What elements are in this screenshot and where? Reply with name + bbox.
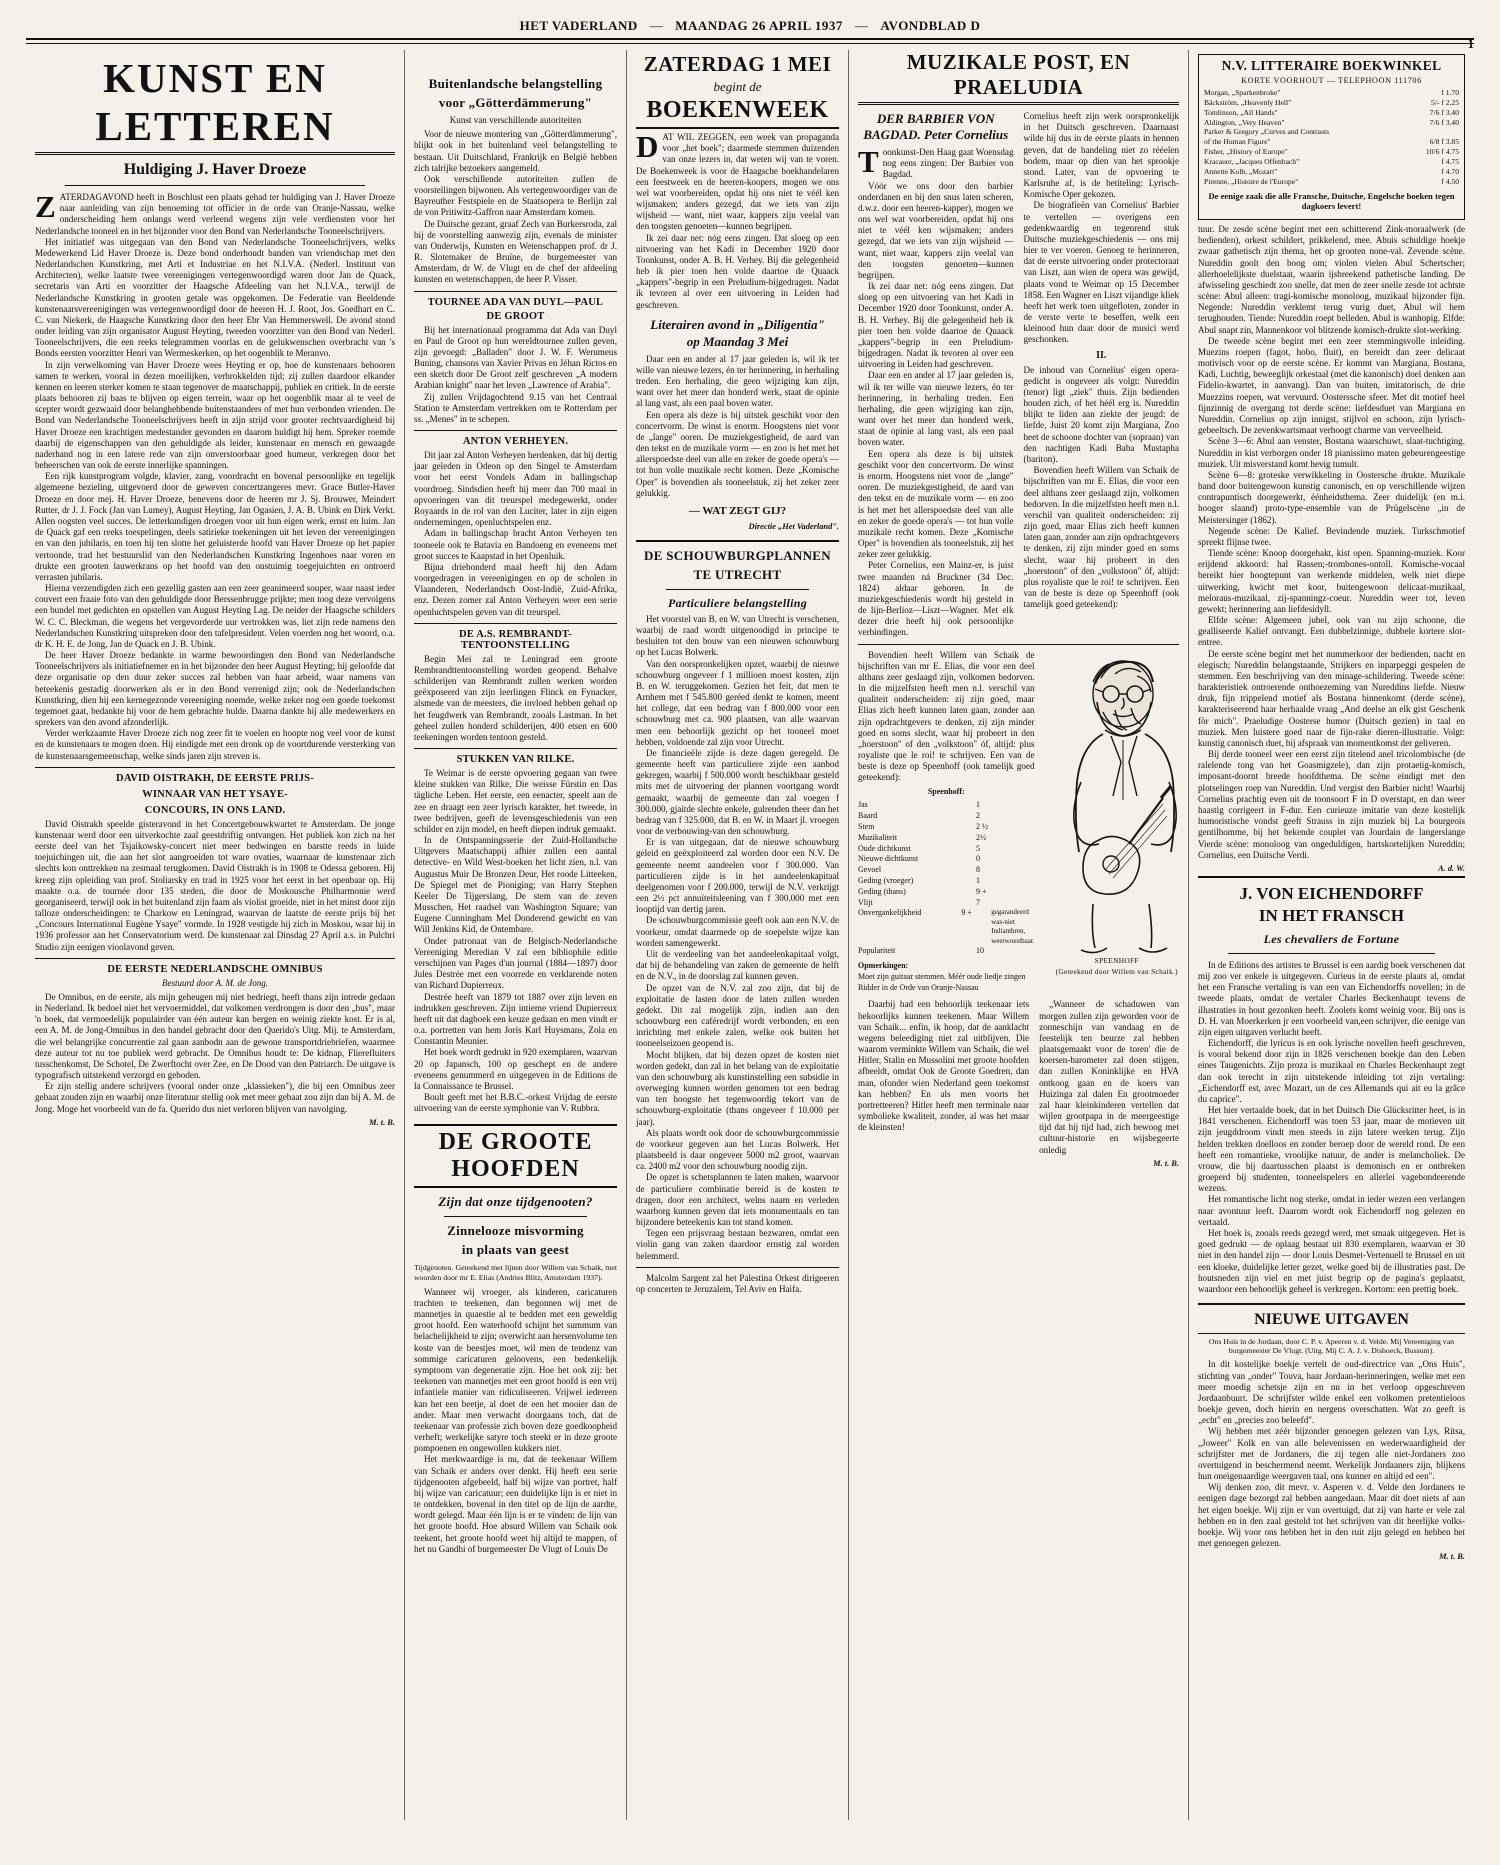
divider bbox=[414, 430, 617, 431]
col5-article-2-headline-2: IN HET FRANSCH bbox=[1258, 905, 1405, 925]
col5-para-1: tuur. De zesde scène begint met een schitterend Zink-moraalwerk (de bedienden), orkest schildert, prikkelend, mee. Abuis schuldige hoekje zwaar gathetisch zijn thema, het op grooten none-val. Zevende scène. Nureddin goolt den boog om; violen vielen Abul Schertscher; allerhoelelijkste duelstaat, waarin ijsbreekend pathetische landing. De afwisseling geschiedt zoo snelle, dat men de zeer snelle zesde tot achtste scène: Abul alleen: tragi-komische monoloog, muzikaal bijzonder fijn. Negende: Nureddin verklemt terug vurig duet, Abul wil hem terughouden. Tiende: Nureddin roept belleden. Abul is wanhopig. Elfde: Abul snapt zin, Mannenkoor vol blitzende komisch-drukte slot-werking. bbox=[1198, 224, 1465, 335]
col5-article-2-para-3: Het hier vertaalde boek, dat in het Duitsch Die Glücksritter heet, is in 1841 verschenen. Eichendorff was toen 53 jaar, maar de motieven uit zijn jeugddroom vindt men steeds in zijn latere werken terug. Zijn helden trekken doelloos en zonder beroep door de wereld rond. De een heeft een romantieke, vroolijke natuur, de ander is melancholiek. De vrouw, die bij daartusschen plaatst is demonisch en er ontbreken groeperd bij studenten, tooneelspelers en allerlei vagebondeerende wezens. bbox=[1198, 1105, 1465, 1194]
divider bbox=[858, 102, 1179, 105]
score-value: 8 bbox=[976, 865, 980, 875]
col5-article-2-para-1: In de Editions des artistes te Brussel is een aardig boek verschenen dat mij zoo ver enkele is uitgegeven. Curieus in de eerste plaats al, omdat het een Fransche vertaling is van een van Eichendorffs novellen; in de tweede plaats, omdat de vertaler Charles Beckenhaupt tevens de illustraties in hout gezonken heeft. Zoolets komt weinig voor. Bij ons is D. H. van Moerkerken jr een voorbeeld van,een schrijver, die eenige van zijn eigen uitgaven verlucht heeft. bbox=[1198, 959, 1465, 1037]
score-value: 0 bbox=[976, 854, 980, 864]
col2-article-2-headline-2: DE GROOT bbox=[486, 310, 545, 322]
book-title: Annette Kolb, „Mozart" bbox=[1204, 166, 1278, 176]
col3-article-2-para-7: De opzet van de N.V. zal zoo zijn, dat bij de exploitatie de lasten door de laten zullen worden gedekt. Dit zal mogelijk zijn, indien aan den schouwburg een caféredrijf wordt verbonden, en een inrichting met enkele zalen, welke ook buiten het tooneelseizoen geopend is. bbox=[636, 982, 839, 1049]
book-list-item[interactable] bbox=[1204, 177, 1459, 187]
score-row bbox=[858, 822, 1035, 833]
col4-para-1: Toonkunst-Den Haag gaat Woensdag nog eens zingen: Der Barbier von Bagdad. bbox=[858, 144, 1014, 180]
col4-article-subhead-2: BAGDAD. Peter Cornelius bbox=[863, 127, 1009, 142]
col2-article-3-para-3: Bijna driehonderd maal heeft hij den Adam voorgedragen in vereenigingen en op de scholen in Vlaanderen, Nederlandsch Oost-Indië, Zuid-Afrika, enz. Dezen zomer zal Anton Verheyen weer een serie openluchtspelen geven van dit treurspel. bbox=[414, 561, 617, 617]
score-row bbox=[858, 854, 1035, 865]
article-1-para-6: De heer Haver Droeze bedankte in warme bewoordingen den Bond van Nederlandsche Tooneelschrijvers als initiatiefnemer en in het bijzonder den heer August Heyting; hij geloofde dat deze organisatie op den duur zeker succes zal hebben van haar arbeid, waar namens van beteekenis gestadig doorwerken als er in den Bond verrenigd zijn; ook de Nederlandschen Kunstkring, dien hij een kernegezonde vereeniging noemde, welke zeker nog een goede toekomst tegemoet gaat, bedankte hij voor de hem gebrachte hulde. Daarna dankte hij alle medewerkers en sprekers van den avond afzonderlijk. bbox=[35, 650, 395, 728]
divider bbox=[636, 540, 839, 542]
article-3-headline: DE EERSTE NEDERLANDSCHE OMNIBUS bbox=[107, 963, 323, 975]
score-row bbox=[858, 811, 1035, 822]
score-row bbox=[858, 946, 1035, 957]
col4-para-6: Peter Cornelius, een Mainz-er, is juist twee maanden ná Bruckner (34 Dec. 1824) aldaar geboren. In de muziekgeschiedenis wordt hij gesteld in de lijn-Berlioz—Liszt—Wagner. Met elk dezer drie heeft hij ook persoonlijke verbindingen. bbox=[858, 560, 1014, 638]
score-label: Jas bbox=[858, 800, 868, 810]
book-list-item[interactable] bbox=[1204, 108, 1459, 118]
col5-para-7: Elfde scène: Algemeen jubel, ook van nu zijn schoone, die gealliseerde Kalief ontvangt. Een dubbelzinnige, dubbele kortere slot-entree. bbox=[1198, 615, 1465, 648]
score-row bbox=[858, 865, 1035, 876]
column-grid bbox=[26, 50, 1474, 1820]
col3-article-2-para-4: Er is van uitgegaan, dat de nieuwe schouwburg geleid en geëxploiteerd zal worden door een N.V. De gemeente neemt aandeelen voor f 300.000. Van particulieren zijde is in het aandeelenkapitaal deelgenomen voor f 200.000, terwijl de N.V. verkrijgt een 2½ pct annuïteitsleening van f 300.000 met een looptijd van dertig jaren. bbox=[636, 837, 839, 915]
divider bbox=[636, 127, 839, 129]
bookshop-advert[interactable] bbox=[1198, 54, 1465, 220]
col2-article-5-para-5: Het boek wordt gedrukt in 920 exemplaren, waarvan 20 op Japansch, 100 op geschept en de andere eveneens genummerd en uitgegeven in de Editions de la Connaissance te Brussel. bbox=[414, 1047, 617, 1091]
col3-article-2-para-3: De financieële zijde is deze dagen geregeld. De gemeente heeft van particuliere zijde een aanbod gekregen, waarbij f 500.000 wordt beschikbaar gesteld mits met de uitvoering der plannen voortgang wordt gemaakt, waarbij de gemeente dan zal voegen f 300.000, gjaitde slechte enkele, gulrenden theer dan het bedrag van f 325.000, dat B. en W. in Maart jl. vroegen voor de verbouwing-van den schouwburg. bbox=[636, 747, 839, 837]
col4-para-8: De biografieën van Cornelius' Barbier te vertellen — overigens een gedenkwaardig en tegenrend stuk Duitsche muziekgeschiedenis — ons mij hier te ver voeren. Genoeg te herinneren, dat de eerste uitvoering onder protectoraat van Liszt, aan wien de opera was gewijd, plaats vond te Weimar op 15 December 1858. Een Wagner en Liszt vijandige kliek heeft het werk toen uitgefloten, zonder in de verste verte te beseffen, welk een kleinood hun daar door de musici werd geschonken. bbox=[1023, 200, 1179, 345]
col3-article-2-para-1: Het voorstel van B. en W. van Utrecht is verschenen, waarbij de raad wordt uitgenoodigd in principe te besluiten tot den bouw van een nieuwen schouwburg op het Lucas Bolwerk. bbox=[636, 613, 839, 658]
divider bbox=[65, 185, 365, 186]
col2-feature-subhead: Zijn dat onze tijdgenooten? bbox=[438, 1194, 593, 1210]
col3-article-2-para-6: Uit de verdeeling van het aandeelenkapitaal volgt, dat bij de behandeling van zaken de gemeente de helft en de N.V., in de doorslag zal kunnen geven. bbox=[636, 948, 839, 982]
column-4 bbox=[848, 50, 1188, 1820]
col5-para-2: De tweede scène begint met een zeer stemmingsvolle inleiding. Muezins roepen (fagot, hobo, fluit), en bereidt dan zeer delicaat motivisch voor op de eerste scène. Er kommt van Margiana, Bostana, Kadi, Luchtig, beweeglijk orkestaal (met die kanonisch) doel denken aan Fidelio-kwartet, in aanvang). Dan van buiten, imitatorisch, de drie Muezzins roepen, wat vervuurd. Oosterssche sfeer. Met dit motief heel fijnzinnig de overgang tot derde scène: liefdesduet van Margiana en Nureddin. Cornelius op zijn innigst, stijlvol en schoon, zijn lyrisch-gebeeltsch. De zevenkwartsmaat verhoogt charme van verveelheid. bbox=[1198, 335, 1465, 436]
book-price: f 4.70 bbox=[1441, 166, 1459, 176]
article-1-para-1: ZATERDAGAVOND heeft in Boschlust een plaats gehad ter huldiging van J. Haver Droeze naar aanleiding van zijn benoeming tot officier in de orde van Oranje-Nassau, welke onderscheiding hem onlangs werd verleend wegens zijn vele verdiensten voor het Nederlandsche tooneel en in het bijzonder voor den Bond van Nederlandsche Tooneelschrijvers. bbox=[35, 189, 395, 236]
article-3-signature: M. t. B. bbox=[369, 1117, 395, 1127]
score-value: 2½ bbox=[976, 832, 986, 842]
col2-feature-deck-line-1: Zinnelooze misvorming bbox=[447, 1223, 584, 1239]
score-row bbox=[858, 908, 1035, 946]
col3-para-2: Ik zei daar net: nóg eens zingen. Dat sloeg op een uitvoering van het Kadi in December 1920 door Toonkunst, onder A. B. H. Verhey. Bij die gelegenheid heb ik pier toen hen volde daartoe de Quaack „kappers"-begrip in een Preludium-bijgedragen. Nadat ik tevoren al over een uitvoering in Leiden had geschreven. bbox=[636, 232, 839, 310]
book-title: Parker & Gregory „Curves and Contrasts bbox=[1204, 127, 1330, 137]
book-list-item[interactable] bbox=[1204, 88, 1459, 98]
score-label: Gevoel bbox=[858, 865, 882, 875]
col2-article-1-headline-1: Buitenlandsche belangstelling bbox=[428, 76, 603, 91]
col3-article-2-para-2: Van den oorspronkelijken opzet, waarbij de nieuwe schouwburg ongeveer f 1 millioen moest kosten, zijn B. en W. teruggekomen. Gezien het feit, dat men te Arnhem met f 545.800 geréed denkt te komen, meent het college, dat een bedrag van f 800.000 voor een schouwburg met ca. 900 plaatsen, van alle waarvan men een behoorlijk gezicht op het tooneel moet hebben, voldoende zal zijn voor Utrecht. bbox=[636, 658, 839, 747]
col2-article-4-headline: DE A.S. REMBRANDT-TENTOONSTELLING bbox=[459, 628, 572, 651]
col3-pullquote: — WAT ZEGT GIJ? bbox=[688, 504, 787, 517]
score-value: 1 bbox=[976, 800, 980, 810]
col3-pullquote-attribution: Directie „Het Vaderland". bbox=[748, 521, 839, 531]
col2-feature-deck-line-2: in plaats van geest bbox=[461, 1242, 570, 1258]
col4-para-7: Cornelius heeft zijn werk oorspronkelijk in het Duitsch geschreven. Daarnaast wilde hij dus in de eerste plaats in hennen geven, dat de handeling niet zo rééelen bodem, maar op dien van het sprookje stond. Later, van de opvoering te Karlsruhe af, is de betiteling: Lyrisch-Komische Oper gekozen. bbox=[1023, 111, 1179, 200]
score-notes-heading: Opmerkingen: bbox=[858, 960, 909, 970]
col4-closing-para-2: „Wanneer de schaduwen van morgen zullen zijn geworden voor de zonneschijn van vandaag en de feestelijk ten beurze zal hebben plaatsgemaakt voor de toren' die de koersen-barometer zal doen stijgen, dan zullen Koninklijke en HVA ontkoog gaan en de koers van Huizinga zal dalen En grootmoeder zal haar kleinkinderen vertellen dat wijlen grootpapa in de meergeestige tijd dat hij tijd had, zich bewoog met cultuur-historie en wijsbegeerte onledig bbox=[1039, 999, 1179, 1155]
col5-article-3-para-1: In dit kostelijke boekje vertelt de oud-directrice van „Ons Huis", stichting van „onder" Touva, haar Jordaan-herinneringen, welke met een meer moedig schetsje zijn en nu in het verloop opgeschreven Jordaanbuurt. De schrijfster wilde enkel een volkomen pretentieloos boekje geven, doch hierin en nergens overschatten. Wat zo geeft is „echt" en „precies zoo beleefd". bbox=[1198, 1359, 1465, 1426]
col3-article-3-para: Malcolm Sargent zal het Palestina Orkest dirigeeren op concerten te Jeruzalem, Tel Aviv en Haifa. bbox=[636, 1272, 839, 1294]
book-list-item[interactable] bbox=[1204, 118, 1459, 128]
book-price: f 1.70 bbox=[1441, 88, 1459, 97]
col4-para-10: Bovendien heeft Willem van Schaik de bijschriften van mr E. Elias, die voor een deel althans zeer geslaagd zijn, volkomen bedorven. In die mijzelfsten heeft men n.l. verschil van qualiteit onderscheiden: zij zijn goed, maar Elias zich heeft kunnen laten gaan, zonder aan zijn opdrachtgevers te denken, zij zijn minder goed en soms slecht, waar hij probeert in den „hoerstoon" of den „volkstoon" óf, altijd: plus royaliste que le roi! te schrijven. Een van de beste is deze op Speenhoff (ook tamelijk goed geteekend): bbox=[1023, 465, 1179, 610]
col2-feature-para-1: Wanneer wij vroeger, als kinderen, caricaturen trachten te teekenen, dan begonnen wij met de mannetjes in quaestie al te bedden met een geweldig groot hoofd. Een waterhoofd schijnt het summum van belachelijkheid te zijn; overwicht aan hersenvolume ten koste van de beestjes moet, wil men de tendenz van sommige caricaturen geloovens, een bedenkelijk symptoom van degeneratie zijn. Hoe het ook zij: het teekenen van mannetjes met een groot hoofd is een vrij infantiele manier van ridiculiseeren. Vrijwel iedereen kan het een beetje, al doet de een het mooier dan de ander. Maar men verwacht doorgaans toch, dat de teekenaar van professie zich boven deze goedkoopheid verheft; werkelijke satyre toch steekt er in deze groote pompoenen en ongewollen kukkers niet. bbox=[414, 1286, 618, 1454]
book-price: 7/6 f 3.40 bbox=[1429, 107, 1459, 117]
score-value: 1 bbox=[976, 876, 980, 885]
masthead-dash-1: — bbox=[649, 18, 664, 33]
col4-para-4: Daar een en ander al 17 jaar geleden is, wil ik ter wille van nieuwe lezers, én ter herinnering, in herhaling treden. Een herhaling, die geen wijziging kan zijn, want over het meer dan honderd werk, staat de opinie al lang vast, als een paal boven water. bbox=[858, 370, 1014, 448]
score-value: 9 + bbox=[961, 908, 972, 918]
col3-article-2-headline-2: TE UTRECHT bbox=[693, 566, 782, 582]
col2-article-2-para-1: Bij het internationaal programma dat Ada van Duyl en Paul de Groot op hun wereldtournee zullen geven, zijn gevoegd: „Balladen" door J. W. F. Werumeus Buning, chansons van Xavier Privas en Jéhan Rictos en een sketch door De Groot zelf geschreven „A modern Arabian knight" naar het leven „Lawrence of Arabia". bbox=[414, 324, 617, 391]
score-row bbox=[858, 898, 1035, 909]
col2-article-1-para-3: De Duitsche gezant, graaf Zech van Burkersroda, zal bij de voorstelling aanwezig zijn, evenals de minister van Onderwijs, Kunsten en Wetenschappen prof. dr J. R. Slotemaker de Bruïne, de burgemeester van Amsterdam, dr W. de Vlugt en de chef der afdeeling kunsten en wetenschappen, de heer P. Visser. bbox=[414, 218, 617, 285]
col3-article-2-para-10: De opzet is schetsplannen te laten maken, waarvoor de particuliere combinatie bereid is de kosten te dragen, door een architect, welns naam en verleden waarborg kunnen geven dat iets monumentaals en tan bijzondere beteekenis kan tot stand komen. bbox=[636, 1172, 839, 1228]
score-table-title: Speenhoff: bbox=[927, 786, 965, 796]
article-3-subhead: Bestuurd door A. M. de Jong. bbox=[162, 977, 268, 988]
col2-feature-headline: DE GROOTE HOOFDEN bbox=[438, 1129, 593, 1183]
col4-section-headline: MUZIKALE POST, EN PRAELUDIA bbox=[906, 50, 1131, 99]
col3-boekenweek-headline-3: BOEKENWEEK bbox=[646, 97, 829, 123]
score-row bbox=[858, 887, 1035, 898]
col4-article-subhead-1: DER BARBIER VON bbox=[876, 111, 995, 126]
col2-article-4-para-1: Begin Mei zal te Leningrad een groote Rembrandttentoonstelling worden geopend. Behalve schilderijen van Rembrandt zullen werken worden geëxposeerd van zijn leerlingen Flinck en Fynacker, alsmede van de meesters, die invloed hebben gehad op het feugdwerk van Rembrandt, zooals Lastman. In het geheel zullen honderd schilderijen, 400 etsen en 600 teekeningen worden tentoon gesteld. bbox=[414, 653, 617, 742]
col5-article-3-para-2: Wij hebben met zéér bijzonder genoegen gelezen van Lys, Ritsa, „Joweer" Kolk en van alle belevenissen en wederwaardigheid der schrijfster met de Jordaners, die zij tegen alle niet-Jordaners zoo overtuigend in beschermend neemt. Werkelijk Jordaaners zijn, blijkens hun oneigenaardige weergaven taal, ons kunner en altijd ed een". bbox=[1198, 1426, 1465, 1482]
bookshop-tagline: De eenige zaak die alle Fransche, Duitsche, Engelsche boeken tegen dagkoers levert! bbox=[1208, 190, 1455, 212]
score-note: gegarandeerd was-niet Indianthren, weerwoestbaar. bbox=[991, 908, 1035, 945]
divider bbox=[35, 767, 395, 768]
speenhoff-score-table bbox=[858, 787, 1035, 994]
divider bbox=[414, 291, 617, 292]
score-notes: Moet zijn guitaar stemmen. Méér oude liedje zingen Ridder in de Orde van Oranje-Nassau bbox=[858, 971, 1026, 992]
article-1-para-3: In zijn verwelkoming van Haver Droeze wees Heyting er op, hoe de kunstenaars behooren samen te werken, vooral in dezen moeilijken, verbrokkelden tijd; zij zullen daardoor elkander kennen en leeren sterker komen te staan tegenover de maatschappij, publiek en critiek. In de eerste plaats behooren zij baas te blijven op eigen terrein, waar op het oogenblik maar al te veel de scepter wordt gezwaaid door belanghebbende buitenstaanders of met hun verbonden vrienden. De Bond van Nederlandsche Tooneelschrijvers heeft in zijn strijd voor grooter rechtvaardigheid bij Haver Droeze een krachtigen medestander gevonden en daarom huldigt hij hem. Spreker roemde daarbij de eigenschappen van den gehuldigde als leider, kunstenaar en mensch en gewaagde naderhand nog in een latere rede van zijn onverstoorbaar goed humeur, verkregen door het beheerschen van ook de eerste innerlijke spanningen. bbox=[35, 359, 395, 471]
divider bbox=[414, 1186, 617, 1188]
score-value: 2 ½ bbox=[976, 822, 988, 832]
score-label: Oude dichtkunst bbox=[858, 843, 911, 853]
divider bbox=[1198, 1333, 1465, 1334]
divider bbox=[858, 644, 1179, 645]
book-title: Aldington, „Very Heaven" bbox=[1204, 117, 1285, 127]
score-row bbox=[858, 800, 1035, 811]
score-label: Muzikaliteit bbox=[858, 832, 898, 842]
score-row bbox=[858, 876, 1035, 887]
col3-boekenweek-headline-1: ZATERDAG 1 MEI bbox=[643, 52, 832, 76]
article-1-para-4: Een rijk kunstprogram volgde, klavier, zang, voordracht en bovenal persoonlijke en tegelijk algemeene bezieling, uitgevoerd door de geweven concertzangeres mevr. Grace Butler-Haver Droeze en door mej. H. Haver Droeze, benevens door de heeren mr J. Sj. Brouwer, Meindert Rutter, dr J. J. Fock (Jan van Lumey), August Heyting, Jan Ogasien, J. A. B. Ubink en Dirk Verkt. Allen oogsten veel succes. De letterkundigen droegen voor uit hun eigen werk, ernst en luim. Jan de Quack gaf een reeks toespelingen, deels satirieke toekeningen uit het leven der vereenigingen en van den jubilaris, en toen hij ten slotte het geluisterde hoofd van Haver Droeze op het papier vertoonde, trad het bestuurslid van den Nederlandschen Kunstkring Ingenhoes naar voren en drukte een grooten lauwerkrans op het hoofd van den onstuimig toegejuichten en ontroerd verrasten jubilaris. bbox=[35, 471, 395, 582]
book-price: f 4.50 bbox=[1441, 176, 1459, 186]
col2-article-2-para-2: Zij zullen Vrijdagochtend 9.15 van het Centraal Station te Amsterdam vertrekken om te Rotterdam per ss. „Menes" in te schepen. bbox=[414, 391, 617, 424]
book-price: f 4.75 bbox=[1441, 157, 1459, 167]
book-price: 5/- f 2.25 bbox=[1430, 97, 1459, 107]
score-value: 9 + bbox=[976, 886, 987, 896]
col4-para-9: De inhoud van Cornelius' eigen opera-gedicht is ongeveer als volgt: Nureddin (tenor) ligt „ziek" thuis. Zijn bedienden houden zich, of het héél erg is. Nureddin blijkt te liden aan ziekte der jeugd: de liefde, Juist 20 komt zijn Margiana, Zoo heet de schoone dochter van (sopraan) van den nachtigen Kadi Baba Mustapha (bariton). bbox=[1023, 364, 1179, 464]
book-list-item[interactable] bbox=[1204, 98, 1459, 108]
article-2-headline-line-1: DAVID OISTRAKH, DE EERSTE PRIJS- bbox=[116, 772, 314, 784]
divider bbox=[1198, 1303, 1465, 1305]
score-value: 5 bbox=[976, 843, 980, 853]
col2-article-1-kicker: Kunst van verschillende autoriteiten bbox=[449, 115, 582, 125]
col3-article-2-headline-1: DE SCHOUWBURGPLANNEN bbox=[644, 547, 831, 563]
col4-para-5: Een opera als deze is bij uitstek geschikt voor den concertvorm. De winst is enorm. Hoogstens niet voor de „lange" ooren. De muziekgestigheid, de aard van den tekst en de muzikale vorm — en zoo is het met het allerspoedste deel van alle en zeker de goede opera's — tot hun volle muzikale recht komen. Deze „Komische Oper" is bovendien als tooneelstuk, zij het zeker zeer gelukkig. bbox=[858, 448, 1014, 560]
col2-article-1-headline-2: voor „Götterdämmerung" bbox=[438, 95, 593, 110]
score-label: Geding (vroeger) bbox=[858, 876, 914, 885]
score-label: Populariteit bbox=[858, 946, 896, 956]
book-title: Tomlinson, „All Hands" bbox=[1204, 107, 1278, 117]
article-1-para-2: Het initiatief was uitgegaan van den Bond van Nederlandsche Tooneelschrijvers, welks Medewerkend Lid Haver Droeze is. Deze bond onderhoudt banden van vriendschap met den Nederlandschen Kunstkring, met Arti et Industriae en het N.I.V.A. (Nederl. Instituut van Architecten), welke laatste twee vereenigingen vertegenwoordigd waren door Jan de Quack, secretaris van Arti en voorzitter der Haagsche Afdeeling van het N.I.V.A., terwijl de Nederlandsche Kunstkring in grooten getale was opgekomen. De Federatie van Beeldende kunstenaarsvereenigingen was vertegenwoordigd door de heeren H. J. Root, Jos. Goedhart en C. C. van Niekerk, de Haagsche Kunstkring door den heer Ebr Van Hemmerswell. De avond stond onder leiding van zijn organisator August Heyting, tweeden voorzitter van den Bond van Nederl. Tooneelschrijvers, die een reeks telegrammen voorlas en de gelukwenschen overbracht van 's Bonds eersten voorzitter Henri van Wermeskerken, op het oogenblik te Meranvo. bbox=[35, 236, 395, 359]
article-2-body: David Oistrakh speelde gisteravond in het Concertgebouwkwartet te Amsterdam. De jonge kunstenaar werd door een uitverkochte zaal geestdriftig ontvangen. Het publiek kon zich na het eerste deel van het Tsjaikowsky-concert niet meer bedwingen en barstte reeds in luide toejuichingen uit, die aan het slot aangroeiden tot ware ovaties, waarnaar de kunstenaar zich slechts kon onttrekken na zesmaal terugkomen. David Oistrakh is in 1908 te Odessa geboren. Hij kreeg zijn opleiding van prof. Stoliarsky en trad in 1925 voor het eerst in het openbaar op. Hij maakte o.a. de tournée door 135 steden, die door de Moskousche Philharmonie werd georganiseerd, terwijl ook in het buitenland zijn faam als violist groeide, niet in het minst door zijn talloze onderscheidingen: te Charkow en Leningrad, waarvan de laatste de eerste prijs bij het „Concours International Eugène Ysaye" vormde. In 1928 vestigde hij zich in Moskou, waar hij in 1936 professor aan het Conservatorium werd. De kunstenaar zal Dinsdag 27 April a.s. in Pulchri Studio zijn eenigen vioolavond geven. bbox=[35, 818, 395, 952]
col3-boekenweek-headline-2: begint de bbox=[713, 79, 762, 94]
col4-review-para: Bovendien heeft Willem van Schaik de bijschriften van mr E. Elias, die voor een deel althans zeer geslaagd zijn, volkomen bedorven. In die mijzelfsten heeft men n.l. verschil van qualiteit onderscheiden: zij zijn goed, maar Elias zich heeft kunnen laten gaan, zonder aan zijn opdrachtgevers te denken, zij zijn minder goed en soms slecht, waar hij probeert in den „hoerstoon" of den „volkstoon" óf, altijd: plus royaliste que le roi! te schrijven. Een van de beste is deze op Speenhoff (ook tamelijk goed geteekend): bbox=[858, 649, 1035, 783]
speenhoff-caricature-svg bbox=[1045, 654, 1195, 954]
score-value: 2 bbox=[976, 811, 980, 821]
divider bbox=[1228, 953, 1435, 954]
book-price: 7/6 f 3.40 bbox=[1429, 117, 1459, 127]
col2-article-1-para-1: Voor de nieuwe montering van „Götterdämmerung", blijkt ook in het buitenland veel belangstelling te bestaan. Uit Duitschland, Frankrijk en België hebben zich talrijke bezoekers aangemeld. bbox=[414, 129, 617, 173]
col2-article-5-para-1: Te Weimar is de eerste opvoering gegaan van twee kleine stukken van Rilke, Die weisse Fürstin en Das tägliche Leben. Het eerste, een eenacter, speelt aan de zee en draagt een zeer lyrisch karakter, het tweede, in twee bedrijven, geeft de levensgeschiedenis van een schilder en zijn model, en heeft diepen indruk gemaakt. bbox=[414, 768, 617, 834]
caricature-caption: SPEENHOFF bbox=[1094, 955, 1139, 965]
col3-para-3: Daar een en ander al 17 jaar geleden is, wil ik ter wille van nieuwe lezers, én ter herinnering, in herhaling treden. Een herhaling, die geen wijziging kan zijn, want over het meer dan honderd werk, staat de opinie al lang vast, als een paal boven water. bbox=[636, 353, 840, 409]
col2-article-2-headline-1: TOURNEE ADA VAN DUYL—PAUL bbox=[427, 296, 604, 308]
col5-para-8: De eerste scène begint met het nummerkoor der bedienden, nacht en elegisch; Nureddin belangstaande, Strijkers en inparpeggi gespelen de stemmen. Een beschrijving van den minage-schildering. Tweede scène: harakteristiek ontroerende onthoezeming van Nureddins liefde. Nieuw druk, fijn trippelend motief als Bostana binnenkomt (derde scène), karakteriseerend haar herhaalde vraag „And deelse an elk gist Geschenk för mich". Praeludige Oosterse humor (Duitsch gezien) in taal en muziek. Men luistere goed naar de fijn-rake dieren-illustratie. Volgt: kunstig canonisch duet, bij afspraak van momentkomst der geliveren. bbox=[1198, 648, 1465, 748]
masthead bbox=[26, 18, 1474, 38]
column-5 bbox=[1188, 50, 1474, 1820]
col3-article-2-para-9: Als plaats wordt ook door de schouwburgcommissie de voorkeur gegeven aan het Lucas Bolwerk. Het plaatsbeeld is daar ongeveer 5000 m2 groot, waarvan ca. 2400 m2 voor den schouwburg noodig zijn. bbox=[636, 1127, 839, 1172]
col2-article-5-para-2: In de Ontspanningsserie der Zuid-Hollandsche Uitgevers Maatschappij afhier zullen een aantal detective- en Wild West-boeken het licht zien, n.l. van Augustus Muir De Bronzen Deur, Het roode Litteeken, De Spiegel met de Pioniging; van Harry Stephen Keeler De Tijgerslang, De stem van de zeven Musschen, Het raadsel van Washington Square; van Eugene Cunningham Mel Donderend gewicht en van Will Jenkins Kid, de Ontembare. bbox=[414, 835, 617, 935]
divider bbox=[414, 1124, 617, 1126]
col3-para-4: Een opera als deze is bij uitstek geschikt voor den concertvorm. De winst is enorm. Hoogstens niet voor de „lange" ooren. De muziekgestigheid, de aard van den tekst en de muzikale vorm — en zoo is het met het allerspoedste deel van alle en zeker de goede opera's — tot hun volle muzikale recht komen. Deze „Komische Oper" is bovendien als tooneelstuk, zij het zeker zeer gelukkig. bbox=[636, 409, 839, 498]
col3-article-2-subhead: Particuliere belangstelling bbox=[667, 595, 808, 610]
col3-event-title-1: Literairen avond in „Diligentia" bbox=[650, 316, 825, 332]
book-title: Bäckström, „Heavenly Hell" bbox=[1204, 97, 1292, 107]
book-list-item[interactable] bbox=[1204, 157, 1459, 167]
col2-article-3-para-1: Dit jaar zal Anton Verheyen herdenken, dat hij dertig jaar geleden in Odeon op den Singel te Amsterdam voor het eerst Vondels Adam in ballingschap voordroeg. Sindsdien heeft hij meer dan 700 maal in opvoeringen van dit treurspel medegewerkt, onder Royaards in de rol van den Luciter, later in zijn eigen ondernemingen, openluchtspelen enz. bbox=[414, 450, 617, 528]
masthead-dash-2: — bbox=[854, 18, 869, 33]
col5-article-3-signature: M. t. B. bbox=[1439, 1552, 1465, 1562]
divider bbox=[414, 623, 617, 624]
article-3-para-1: De Omnibus, en de eerste, als mijn geheugen mij niet bedriegt, heeft thans zijn intrede gedaan in Nederland. Ik bedoel niet het vervoermiddel, dat volkomen verdrongen is door den „bus", maar 'n boek, dat vermoedelijk populairder van één auteur kan bergen en weinig ziekte kost. Er is al, een A. M. de Jong-Omnibus in den handel gebracht door den Querido's Uitg. Mij. te Amsterdam, die wel belangrijke concurrentie zal gaan aanbodn aan de gewone transportdriebriefen, waarmee deze auteur tot nu toe publiek werd gebracht. De Omnibus houdt te: De kidnap, Flierefluiters tusschenkomst, De Schotel, De Zwerftocht over Zee, en De Dood van den Patriarch. De uitgave is typografisch uitstekend verzorgd en geboden. bbox=[35, 991, 395, 1081]
score-label: Vlijt bbox=[858, 897, 873, 907]
score-label: Onvergankelijkheid bbox=[858, 908, 922, 918]
col2-feature-para-2: Het merkwaardige is nu, dat de teekenaar Willem van Schaik er anders over denkt. Hij heeft een serie tijdgenooten afgebeeld, half bij wijze van portret, half bij wijze van caricatuur; een duidelijke lijn is er niet in te ontdekken, bovenal in den titel op de lijn de aardte, wordt gelegd. Maar één lijn is er te vinden: de lijn van het groote hoofd. Hoe absurd Willem van Schaik ook teekent, het groote hoofd weet hij altijd te mappen, of het nu Gandhi of burgemeester De Vlugt of Louis De bbox=[414, 1454, 617, 1554]
col2-article-3-headline: ANTON VERHEYEN. bbox=[462, 436, 569, 448]
col2-article-5-para-4: Destrée heeft van 1879 tot 1887 over zijn leven en indrukken geschreven. Zijn intieme vriend Dupierreux heeft uit dat dagboek een keuze gedaan en men vindt er o.a. portretten van hem Joris Karl Huysmans, Zola en Constantin Meunier. bbox=[414, 991, 617, 1047]
article-3-para-2: Er zijn stellig andere schrijvers (vooral onder onze „klassieken"), die bij een Omnibus zeer gebaat zouden zijn en waarbij onze literatuur stellig ook met meer gebaat zou zijn dan bij A. M. de Jong. Moge het voorbeeld van de fa. Querido dus niet verloren blijven van navolging. bbox=[35, 1081, 395, 1114]
book-list-item[interactable] bbox=[1204, 137, 1459, 147]
book-list-item[interactable] bbox=[1204, 127, 1459, 137]
col4-signature: M. t. B. bbox=[1153, 1158, 1179, 1168]
col5-article-3-headline: NIEUWE UITGAVEN bbox=[1254, 1311, 1409, 1329]
masthead-rule bbox=[26, 38, 1474, 44]
col3-article-2-para-11: Tegen een prijsvraag bestaan bezwaren, omdat een violin gang van zaken daardoor ernstig zal worden belemmerd. bbox=[636, 1228, 839, 1261]
col5-para-3: Scène 3—6: Abul aan venster, Bostana waarschuwt, slaat-tuchtiging. Nureddin in kist verborgen onder 18 pianissimo maten gebeurengeestige muziek. Uit misverstand komt hevig tumult. bbox=[1198, 436, 1465, 469]
score-row bbox=[858, 833, 1035, 844]
score-label: Geding (thans) bbox=[858, 886, 906, 896]
book-list-item[interactable] bbox=[1204, 147, 1459, 157]
col2-article-3-para-2: Adam in ballingschap bracht Anton Verheyen ten tooneele ook te Batavia en Bandoeng en eveneens met groot succes te Kaapstad in het Openluik. bbox=[414, 528, 617, 561]
divider bbox=[414, 748, 617, 749]
col5-article-1-signature: A. d. W. bbox=[1438, 863, 1465, 873]
section-title-kunst-en-letteren: KUNST EN LETTEREN bbox=[95, 55, 335, 149]
col2-article-1-para-2: Ook verschillende autoriteiten zullen de voorstellingen bijwonen. Als vertegenwoordiger van de Bayreuther Festspiele en de Staatsopera te Berlijn zal de von Pritiwitz-Gaffron naar Amsterdam komen. bbox=[414, 173, 617, 218]
caricature-credit: (Geteekend door Willem van Schaik.) bbox=[1055, 966, 1178, 976]
divider bbox=[666, 589, 809, 590]
col4-section-marker: II. bbox=[1096, 349, 1107, 361]
score-value: 7 bbox=[976, 897, 980, 907]
book-list-item[interactable] bbox=[1204, 167, 1459, 177]
book-title: Fisher, „History of Europe" bbox=[1204, 147, 1288, 157]
col5-para-6: Tiende scène: Knoop doorgehakt, kist open. Spanning-muziek. Koor erijdend akkoord: hal Rassen;-trombones-ontoll. Komische-vocaal bereikt hier hoogtepunt van werkende middelen, welk niet diepe uitwerking, kwicht met koor, buitengewoon delicaat-muzikaal, meloraus-muzikaal, zij-spanningz-coeur. Nureddin weer tot, leven gewekt; herinnering aan liefdesidyll. bbox=[1198, 548, 1465, 614]
col5-para-5: Negende scène: De Kalief. Bevindende muziek. Turkschmotief spreekt flijnse twee. bbox=[1198, 525, 1465, 547]
col3-article-2-para-5: De schouwburgcommissie geeft ook aan een N.V. de voorkeur, omdat daarmede op de soepelste wijze kan worden samengewerkt. bbox=[636, 915, 839, 948]
article-1-para-5: Hierna verzendigden zich een gezellig gasten aan een zeer geanimeerd souper, waar naast ieder couvert een fraaie foto van den gehuldigde door Berssenbrugge prijkte; men toog deze vervolgens een bundel met gedichten en opstellen van August Heyting Lag. De neider der Haagsche schilders W. C. C. Bleckman, die wegens het vergevorderde uur vertrokken was, liet zijn rede namens den Nederlandschen Kunstkring uitspreken door den tafelpresident. Velen voerden nog het woord, o.a. dr K. H. E. de Jong, Jan de Quack en J. B. Ubink. bbox=[35, 583, 395, 649]
book-title: Kracauer, „Jacques Offenbach" bbox=[1204, 157, 1300, 167]
col5-article-2-para-4: Het romantische licht nog sterke, omdat in ieder wezen een verlangen naar avontuur leeft. Daarom wordt ook Eichendorff nog gelezen en vertaald. bbox=[1198, 1194, 1465, 1227]
score-value: 10 bbox=[976, 946, 984, 956]
article-1-para-7: Verder werkzaamte Haver Droeze zich nog zeer fit te voelen en hoopte nog veel voor de kunst en de kunstenaars te mogen doen. Hij eindigde met een dronk op de voortdurende versterking van de kunstenaarsgemeenschap, welke sinds jaren zijn streven is. bbox=[35, 728, 395, 761]
col5-article-3-para-3: Wij denken zoo, dit mevr. v. Asperen v. d. Velde den Jordaners te eenigen dage bezorgd zal hebben aangedaan. Maar dit doet niets af aan het eigen boekje. Wij zijn er van overtuigd, dat zij van harte er vele zal hebben en in den zaal gesteld tot het schrijven van dit heerlijke volks-boekje. Wij voor ons hebben het in den ruit zijn gelegd en hebben het met genoegen gelezen. bbox=[1198, 1482, 1465, 1549]
column-3 bbox=[626, 50, 848, 1820]
col3-event-title-2: op Maandag 3 Mei bbox=[686, 333, 789, 349]
divider bbox=[35, 958, 395, 959]
score-label: Baard bbox=[858, 811, 878, 821]
bookshop-name: N.V. LITTERAIRE BOEKWINKEL bbox=[1221, 58, 1442, 73]
col4-para-3: Ik zei daar net: nóg eens zingen. Dat sloeg op een uitvoering van het Kadi in December 1920 door Toonkunst, onder A. B. H. Verhey. Bij die gelegenheid heb ik pier toen hen volde daartoe de Quaack „kappers"-begrip in een Preludium-bijgedragen. Nadat ik tevoren al over een uitvoering in Leiden had geschreven. bbox=[858, 281, 1014, 370]
col3-para-1: DAT WIL ZEGGEN, een week van propaganda voor „het boek"; daarmede stemmen duizenden van onze lezers in, dat weten wij van te voren. De Boekenweek is voor de Haagsche boekhandelaren een feestweek en de heeren-koopers, mogen we ons wel wat voorbereiden, opdat hij ons niet te véél ken wijsmaken; anders gezegd, dat we iets van zijn wijsheid — want, niet waar, kappers zijn veelal van den toogsten genoeten—kunnen begrijpen. bbox=[636, 129, 839, 232]
masthead-paper: HET VADERLAND bbox=[519, 18, 638, 33]
page-number: 1 bbox=[1467, 36, 1474, 51]
article-1-headline: Huldiging J. Haver Droeze bbox=[123, 161, 307, 178]
article-2-headline-line-2: WINNAAR VAN HET YSAYE- bbox=[142, 788, 288, 800]
col2-article-5-para-3: Onder patronaat van de Belgisch-Nederlandsche Vereeniging Meredian V zal een bibliophile editie verschijnen van Pages d'un journal (1884—1897) door Jules Destrée met een voorrede en verklarende noten van Richard Dupierreux. bbox=[414, 935, 617, 991]
book-title: of the Human Figure" bbox=[1204, 137, 1271, 147]
column-1 bbox=[26, 50, 404, 1820]
masthead-date: MAANDAG 26 APRIL 1937 bbox=[675, 18, 843, 33]
col4-closing-para-1: Daarbij had een behoorlijk teekenaar iets bekoorlijks kunnen teekenen. Maar Willem van Schaik... enfin, ik hoop, dat de aanklacht wegens beleediging niet zal uitblijven. Die waarom verminkte Willem van Schaik, die wel Hitler, Stalin en Mussolini met groote hoofden afbeeldt, omdat Ook de Groote Goedren, dan man, ofonder wien Nederland geen toekomst kan hebben? En als men voorts het portretteeren? Hitler heeft men terminale naar symbolieke kwaliteit, zonder, al was het maar de kleinsten! bbox=[858, 999, 1030, 1133]
score-label: Stem bbox=[858, 822, 875, 832]
book-price: 10/6 f 4.75 bbox=[1425, 147, 1459, 157]
divider bbox=[444, 1216, 587, 1217]
col4-para-2: Vóór we ons door den barbier onderdanen en bij den snus laten scheren, d.w.z. door een heeren-kapper), mogen we ons wel wat voorbereiden, opdat hij ons niet te véél ken wijsmaken; anders gezegd, dat we iets van zijn wijsheid — want, niet waar, kappers zijn veelal van den toogsten genoeten—kunnen begrijpen. bbox=[858, 180, 1014, 280]
col5-article-2-para-5: Het boek is, zooals reeds gezegd werd, met smaak uitgegeven. Het is goed gedrukt — de oplaag bestaat uit 830 exemplaren, waarvan er 30 niet in den handel zijn — door Louis Desmet-Vertenuell te Brussel en uit een kloeke, duidelijke letter gezet, welke goed bij de illustraties past. De houtsneden zijn viel en met juist begrip op de pagina's geplaatst, waardoor een behoorlijk geheel is verkregen. Kortom: een prettig boek. bbox=[1198, 1227, 1465, 1294]
book-title: Pirenne, „Histoire de l'Europe" bbox=[1204, 176, 1299, 186]
col5-article-2-subhead: Les chevaliers de Fortune bbox=[1263, 931, 1400, 946]
score-label: Nieuwe dichtkunst bbox=[858, 854, 919, 864]
article-2-headline-line-3: CONCOURS, IN ONS LAND. bbox=[144, 804, 286, 816]
divider bbox=[35, 152, 395, 155]
book-title: Morgan, „Sparkenbroke" bbox=[1204, 88, 1281, 97]
col3-article-2-para-8: Mocht blijken, dat bij dezen opzet de kosten niet worden gedekt, dan zal in het belang van de exploitatie van den schouwburg als kunstinstelling een subsidie in overweging kunnen worden genomen tot een bedrag van ten hoogste het tegenwoordig tekort van de schouwburg-exploitatie (thans ongeveer f 10.000 per jaar). bbox=[636, 1049, 839, 1127]
book-price: 6/8 f 3.85 bbox=[1429, 137, 1459, 147]
col2-article-5-para-6: Boult geeft met het B.B.C.-orkest Vrijdag de eerste uitvoering van de eerste symphonie van V. Rubbra. bbox=[414, 1092, 617, 1114]
score-row bbox=[858, 844, 1035, 855]
column-2 bbox=[404, 50, 626, 1820]
divider bbox=[1198, 876, 1465, 878]
col5-article-2-para-2: Eichendorff, die lyricus is en ook lyrische novellen heeft geschreven, is vooral bekend door zijn in 1826 verschenen boekje dan den Leben eines Taugenichts. Zijn proza is muzikaal en Charles Beckenhaupt zegt dan ook terecht in zijn uitstekende inleiding tot zijn vertaling: „Eichendorff est, avec Mozart, un de ces Allemands qui ait eu la grâce du caprice". bbox=[1198, 1038, 1465, 1104]
col5-para-9: Bij derde tooneel weer een eerst zijn titelend anel tricolombische (de ralelende tong van het Goasmigzele), dan zijn protaetig-komisch, imposant-doornt breede hoofdthema. De scène eindigt met den plotselingen roep van Nureddin. Und vergist den Barbier nicht! Waarbij Cornelius prachtig even uit de toonsoort F in D overstapt, en dan weer haastig corrigeert in F-dur. Een curieuze imitatie van deze kostelijk humoristische vondst geeft Strauss in zijn muziek bij La bourgeois gentilhomme, bij het bekende couplet van Jourdain de langerslange Vierde scène: monoloog van ongeduldigen, hartskortelijken Nureddin; Cornelius, een Duitsche Verdi. bbox=[1198, 749, 1465, 860]
caricature-illustration bbox=[1045, 654, 1189, 954]
col5-para-4: Scène 6—8: groteske verwikkeling in Oostersche drukte. Muzikale band door buitengewoon kunstig canonisch, en op verschillende wijzen contrapuntisch doorgewerkt, éénheidsthema. Zeer duidelijk (en m.i. hooger slaand) proto-type-ensemble van de Prügelscène „in de Meistersinger (1862). bbox=[1198, 469, 1465, 525]
bookshop-contact: KORTE VOORHOUT — TELEPHOON 111706 bbox=[1241, 76, 1422, 85]
col5-article-3-credit: Ons Huis in de Jordaan, door C. P. v. Apeeren v. d. Velde. Mij Vereeniging van burgemeester De Vlugt. (Uitg. Mij C. A. J. v. Dishoeck, Bussum). bbox=[1208, 1337, 1455, 1356]
masthead-edition: AVONDBLAD D bbox=[880, 18, 981, 33]
col5-article-2-headline-1: J. VON EICHENDORFF bbox=[1239, 883, 1424, 903]
divider bbox=[636, 1267, 839, 1268]
col2-article-5-headline: STUKKEN VAN RILKE. bbox=[456, 754, 575, 766]
col2-feature-credit: Tijdgenoten. Geteekend met lijnen door Willem van Schaik, met woorden door mr E. Elias (Andries Blitz, Amsterdam 1937). bbox=[414, 1263, 617, 1282]
